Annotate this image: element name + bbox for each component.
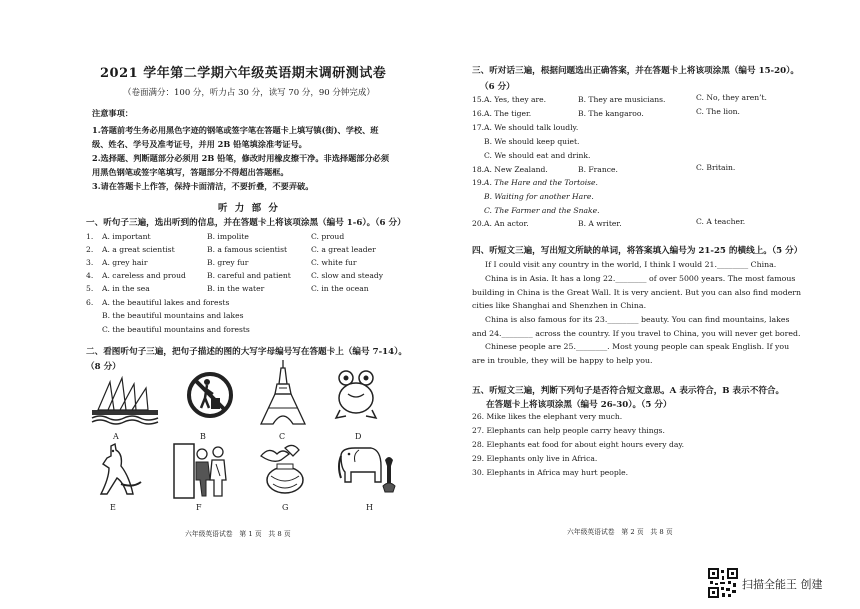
statement-item: 27. Elephants can help people carry heavy things.	[472, 426, 665, 435]
question-number: 18.	[472, 165, 485, 174]
picture-label: E	[110, 503, 116, 512]
question-number: 6.	[86, 298, 94, 307]
frog-icon	[334, 368, 404, 430]
page-footer: 六年级英语试卷 第 2 页 共 8 页	[567, 528, 673, 536]
question-number: 17.	[472, 123, 485, 132]
option-a: A. careless and proud	[102, 271, 186, 280]
statement-item: 30. Elephants in Africa may hurt people.	[472, 468, 629, 477]
option-a: A. grey hair	[102, 258, 148, 267]
option-c: C. Britain.	[696, 163, 736, 172]
kangaroo-icon	[93, 442, 163, 504]
birds-and-vase-icon	[255, 442, 325, 504]
page-footer: 六年级英语试卷 第 1 页 共 8 页	[185, 530, 291, 538]
picture-label: G	[282, 503, 289, 512]
note-line: 1.答题前考生务必用黑色字迹的钢笔或签字笔在答题卡上填写镇(街)、学校、班	[92, 125, 379, 135]
option-c: C. the beautiful mountains and forests	[102, 325, 250, 334]
question-number: 1.	[86, 232, 94, 241]
passage-paragraph: China is in Asia. It has a long 22.________ of over 5000 years. The most famous building in China is the Great Wall. It is very ancient. But you can also find modern cities like Shanghai and Shenzhen in China.	[472, 274, 802, 311]
section-3-heading: 三、听对话三遍，根据问题选出正确答案，并在答题卡上将该项涂黑（编号 15-20）。	[472, 66, 799, 76]
section-2-score: （8 分）	[86, 362, 121, 372]
option-a: A. Yes, they are.	[484, 95, 547, 104]
exam-title: 2021 学年第二学期六年级英语期末调研测试卷	[100, 66, 387, 81]
picture-label: D	[355, 432, 362, 441]
question-number: 20.	[472, 219, 485, 228]
question-number: 4.	[86, 271, 94, 280]
picture-label: A	[113, 432, 119, 441]
exam-page-2	[430, 0, 860, 609]
note-line: 级、姓名、学号及准考证号，并用 2B 铅笔填涂准考证号。	[92, 139, 307, 149]
opera-house-icon	[90, 370, 160, 432]
statement-item: 28. Elephants eat food for about eight hours every day.	[472, 440, 685, 449]
exam-subtitle: （卷面满分：100 分，听力占 30 分，读写 70 分，90 分钟完成）	[123, 88, 375, 98]
passage-paragraph: China is also famous for its 23.________ beauty. You can find mountains, lakes and 24.________ across the country. If you travel to China, you will never get bored.	[472, 315, 801, 338]
option-c: C. We should eat and drink.	[484, 151, 591, 160]
option-c: C. a great leader	[311, 245, 376, 254]
option-a: A. The tiger.	[484, 109, 532, 118]
elephant-and-crane-icon	[337, 446, 407, 508]
option-c: C. The Farmer and the Snake.	[484, 206, 600, 215]
option-b: B. a famous scientist	[207, 245, 288, 254]
note-line: 2.选择题、判断题部分必须用 2B 铅笔，修改时用橡皮擦干净。非选择题部分必须	[92, 153, 390, 163]
option-b: B. They are musicians.	[578, 95, 666, 104]
question-number: 3.	[86, 258, 94, 267]
option-c: C. No, they aren’t.	[696, 93, 767, 102]
no-littering-sign-icon	[185, 370, 255, 432]
eiffel-tower-icon	[253, 358, 323, 420]
section-2-heading: 二、看图听句子三遍，把句子描述的图的大写字母编号写在答题卡上（编号 7-14）。	[86, 347, 407, 357]
option-c: C. slow and steady	[311, 271, 383, 280]
section-3-score: （6 分）	[480, 82, 515, 92]
question-number: 2.	[86, 245, 94, 254]
option-c: C. white fur	[311, 258, 357, 267]
option-c: C. The lion.	[696, 107, 740, 116]
statement-item: 29. Elephants only live in Africa.	[472, 454, 598, 463]
passage-paragraph: Chinese people are 25.________. Most young people can speak English. If you are in trouble, they will be happy to help you.	[472, 342, 790, 365]
option-b: B. the beautiful mountains and lakes	[102, 311, 244, 320]
option-b: B. A writer.	[578, 219, 622, 228]
option-b: B. We should keep quiet.	[484, 137, 580, 146]
option-a: A. The Hare and the Tortoise.	[484, 178, 598, 187]
picture-label: C	[279, 432, 286, 441]
option-a: A. in the sea	[102, 284, 150, 293]
picture-label: B	[200, 432, 206, 441]
section-5-heading: 五、听短文三遍，判断下列句子是否符合短文意思。A 表示符合，B 表示不符合。	[472, 386, 785, 396]
option-b: B. France.	[578, 165, 618, 174]
section-1-heading: 一、听句子三遍，选出听到的信息，并在答题卡上将该项涂黑（编号 1-6）。（6 分）	[86, 218, 406, 228]
option-a: A. New Zealand.	[484, 165, 548, 174]
option-b: B. impolite	[207, 232, 249, 241]
statement-item: 26. Mike likes the elephant very much.	[472, 412, 623, 421]
option-c: C. in the ocean	[311, 284, 369, 293]
option-c: C. A teacher.	[696, 217, 746, 226]
picture-label: H	[366, 503, 373, 512]
option-a: A. An actor.	[484, 219, 529, 228]
question-number: 19.	[472, 178, 485, 187]
option-b: B. careful and patient	[207, 271, 291, 280]
section-4-heading: 四、听短文三遍，写出短文所缺的单词，将答案填入编号为 21-25 的横线上。（5 分）	[472, 246, 803, 256]
option-a: A. a great scientist	[102, 245, 175, 254]
option-b: B. grey fur	[207, 258, 249, 267]
option-a: A. important	[102, 232, 151, 241]
option-a: A. We should talk loudly.	[484, 123, 579, 132]
section-5-heading-line-2: 在答题卡上将该项涂黑（编号 26-30）。（5 分）	[486, 400, 672, 410]
question-number: 15.	[472, 95, 485, 104]
passage-paragraph: If I could visit any country in the world, I think I would 21.________ China.	[485, 260, 777, 269]
listening-heading: 听 力 部 分	[218, 203, 280, 214]
picture-label: F	[196, 503, 202, 512]
scanner-watermark-text: 扫描全能王 创建	[742, 578, 823, 591]
qr-code-icon	[708, 568, 738, 598]
notes-heading: 注意事项：	[92, 108, 133, 118]
note-line: 用黑色钢笔或签字笔填写，答题部分不得超出答题框。	[92, 167, 289, 177]
question-number: 5.	[86, 284, 94, 293]
question-number: 16.	[472, 109, 485, 118]
people-at-door-icon	[172, 440, 242, 502]
option-b: B. Waiting for another Hare.	[484, 192, 594, 201]
option-b: B. The kangaroo.	[578, 109, 644, 118]
option-b: B. in the water	[207, 284, 265, 293]
option-c: C. proud	[311, 232, 345, 241]
option-a: A. the beautiful lakes and forests	[102, 298, 230, 307]
note-line: 3.请在答题卡上作答，保持卡面清洁，不要折叠，不要弄破。	[92, 181, 314, 191]
